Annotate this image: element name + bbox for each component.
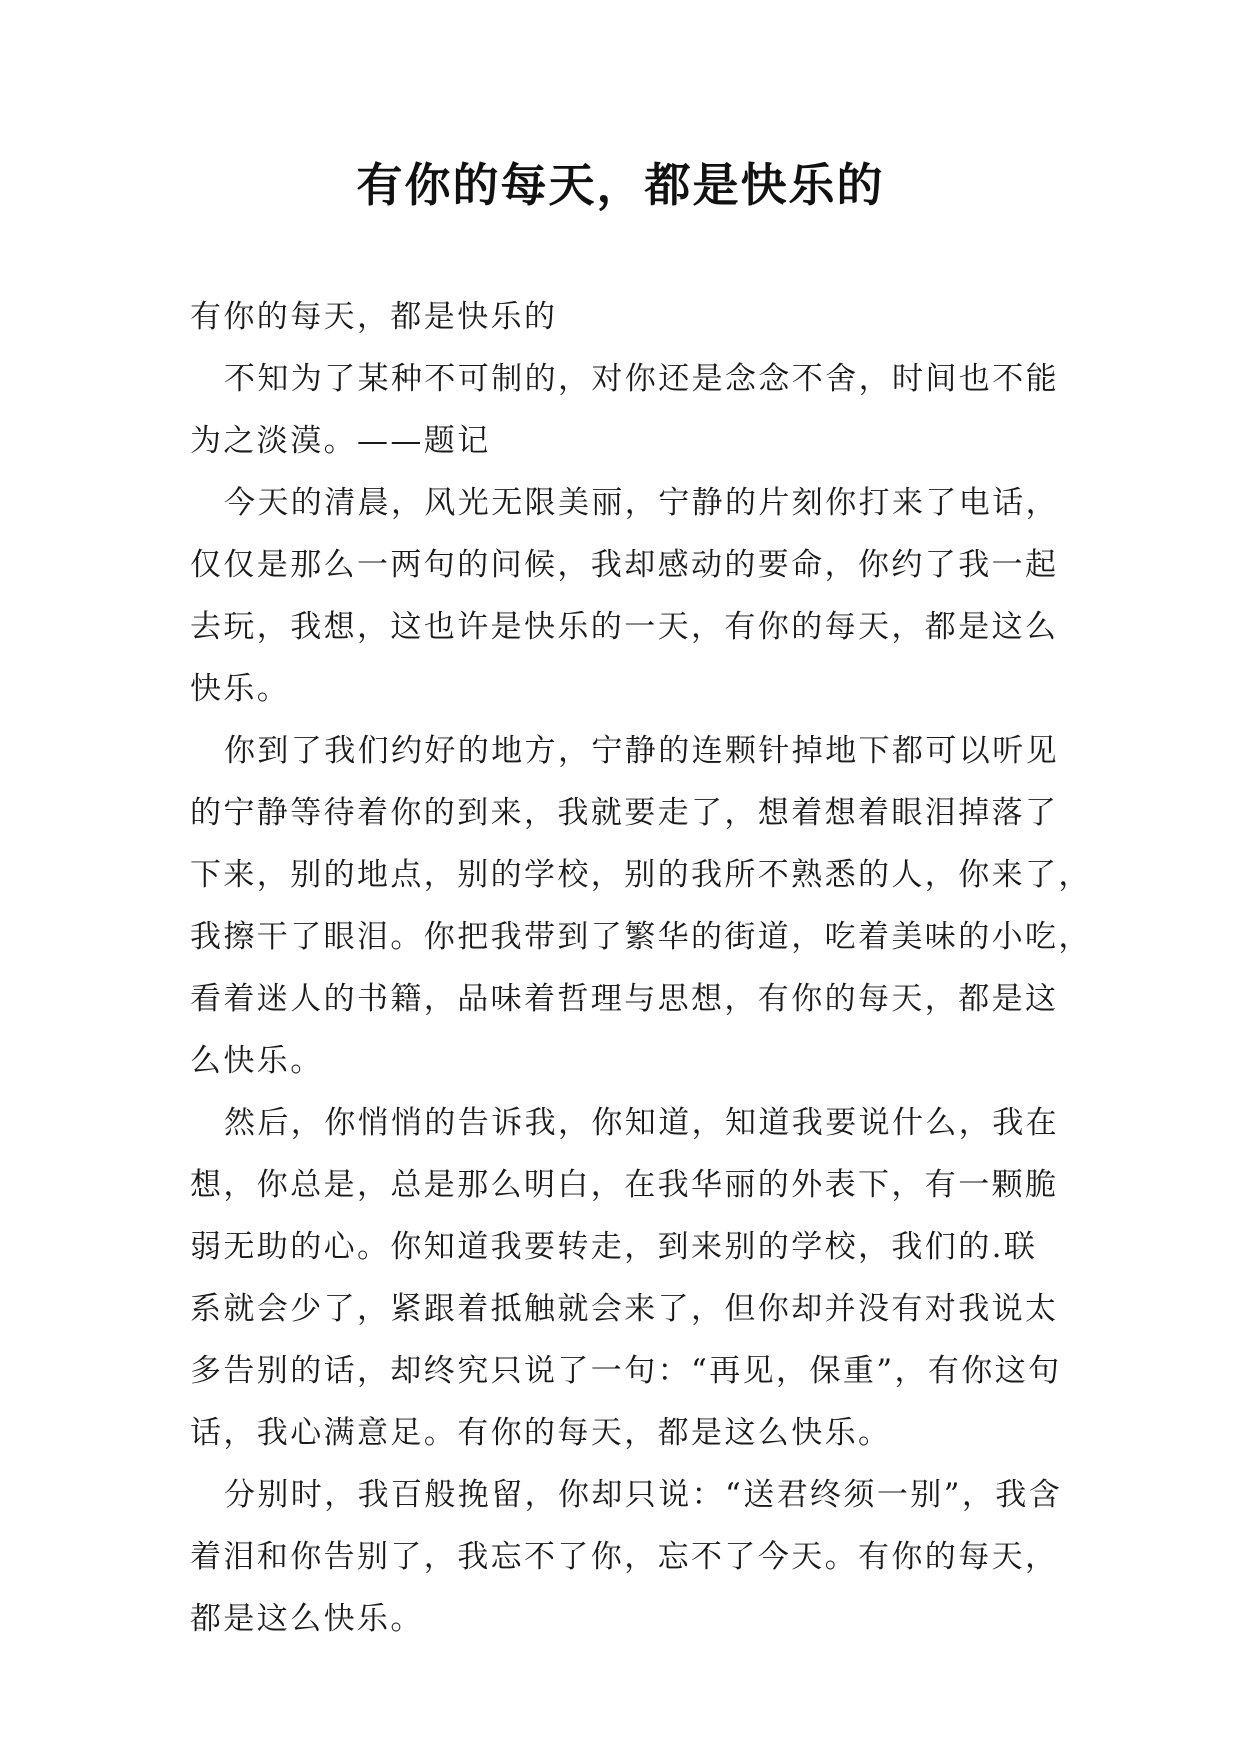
body-line: 弱无助的心。你知道我要转走，到来别的学校，我们的.联: [190, 1229, 1038, 1265]
body-line: 我擦干了眼泪。你把我带到了繁华的街道，吃着美味的小吃，: [190, 919, 1092, 955]
body-line: 你到了我们约好的地方，宁静的连颗针掉地下都可以听见: [224, 733, 1059, 769]
body-line: 今天的清晨，风光无限美丽，宁静的片刻你打来了电话，: [224, 485, 1059, 521]
body-line: 然后，你悄悄的告诉我，你知道，知道我要说什么，我在: [224, 1105, 1059, 1141]
body-line: 看着迷人的书籍，品味着哲理与思想，有你的每天，都是这: [190, 981, 1059, 1017]
document-title: 有你的每天，都是快乐的: [356, 158, 885, 212]
body-line: 快乐。: [190, 671, 291, 707]
body-line: 想，你总是，总是那么明白，在我华丽的外表下，有一颗脆: [190, 1167, 1059, 1203]
body-line: 分别时，我百般挽留，你却只说：“送君终须一别”，我含: [224, 1477, 1063, 1513]
body-line: 下来，别的地点，别的学校，别的我所不熟悉的人，你来了，: [190, 857, 1092, 893]
body-line: 去玩，我想，这也许是快乐的一天，有你的每天，都是这么: [190, 609, 1059, 645]
document-body: [190, 286, 1092, 1650]
body-line-subtitle: 有你的每天，都是快乐的: [190, 299, 558, 335]
body-line: 仅仅是那么一两句的问候，我却感动的要命，你约了我一起: [190, 547, 1059, 583]
body-line: 系就会少了，紧跟着抵触就会来了，但你却并没有对我说太: [190, 1291, 1059, 1327]
body-line: 的宁静等待着你的到来，我就要走了，想着想着眼泪掉落了: [190, 795, 1059, 831]
body-line: 都是这么快乐。: [190, 1601, 424, 1637]
body-line: 着泪和你告别了，我忘不了你，忘不了今天。有你的每天，: [190, 1539, 1059, 1575]
body-line: 话，我心满意足。有你的每天，都是这么快乐。: [190, 1415, 892, 1451]
body-line: 为之淡漠。——题记: [190, 423, 491, 459]
body-line: 么快乐。: [190, 1043, 324, 1079]
body-line: 多告别的话，却终究只说了一句：“再见，保重”，有你这句: [190, 1353, 1062, 1389]
body-line: 不知为了某种不可制的，对你还是念念不舍，时间也不能: [224, 361, 1059, 397]
